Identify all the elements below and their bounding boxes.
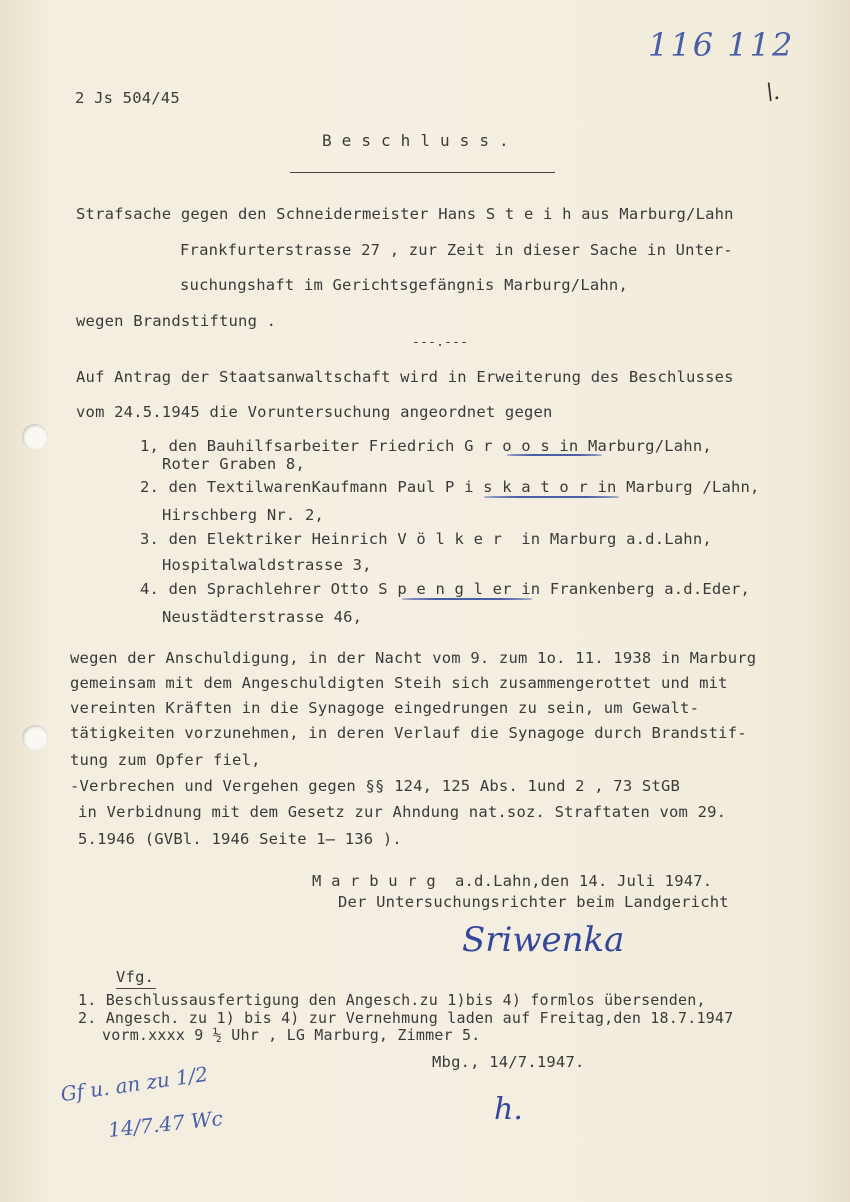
title-underline [290, 172, 555, 173]
closing-authority: Der Untersuchungsrichter beim Landgericht [338, 893, 729, 911]
charge-line-3: vereinten Kräften in die Synagoge eingedrungen zu sein, um Gewalt- [70, 699, 700, 717]
file-number: 2 Js 504/45 [75, 89, 180, 107]
order-item-2b: vorm.xxxx 9 ½ Uhr , LG Marburg, Zimmer 5. [102, 1026, 481, 1044]
accused-1-line-2: Roter Graben 8, [162, 455, 305, 473]
tick-mark: \. [766, 80, 781, 105]
decision-line-1: Auf Antrag der Staatsanwaltschaft wird in Erweiterung des Beschlusses [76, 368, 734, 386]
order-date: Mbg., 14/7.1947. [432, 1053, 585, 1071]
initials: h. [494, 1092, 523, 1127]
case-line-3: suchungshaft im Gerichtsgefängnis Marburg/Lahn, [180, 276, 628, 294]
accused-1-line-1: 1, den Bauhilfsarbeiter Friedrich G r o o s in Marburg/Lahn, [140, 437, 712, 455]
archive-number: 116 112 [648, 26, 795, 64]
accused-3-line-1: 3. den Elektriker Heinrich V ö l k e r in Marburg a.d.Lahn, [140, 530, 712, 548]
order-item-2a: 2. Angesch. zu 1) bis 4) zur Vernehmung laden auf Freitag,den 18.7.1947 [78, 1009, 734, 1027]
order-heading-underline [116, 988, 156, 989]
order-heading: Vfg. [116, 968, 155, 986]
underline-piskator [484, 496, 619, 498]
charge-line-8: 5.1946 (GVBl. 1946 Seite 1̶ 136 ). [78, 830, 402, 848]
underline-spengler [402, 598, 532, 600]
accused-2-line-1: 2. den TextilwarenKaufmann Paul P i s k a t o r in Marburg /Lahn, [140, 478, 760, 496]
order-item-1: 1. Beschlussausfertigung den Angesch.zu 1)bis 4) formlos übersenden, [78, 991, 706, 1009]
charge-line-6: -Verbrechen und Vergehen gegen §§ 124, 125 Abs. 1und 2 , 73 StGB [70, 777, 681, 795]
charge-line-1: wegen der Anschuldigung, in der Nacht vom 9. zum 1o. 11. 1938 in Marburg [70, 649, 757, 667]
case-line-2: Frankfurterstrasse 27 , zur Zeit in dieser Sache in Unter- [180, 241, 733, 259]
accused-2-line-2: Hirschberg Nr. 2, [162, 506, 325, 524]
side-note-line-1: Gf u. an zu 1/2 [59, 1061, 210, 1107]
judge-signature: Sriwenka [462, 920, 625, 960]
accused-3-line-2: Hospitalwaldstrasse 3, [162, 556, 372, 574]
decision-line-2: vom 24.5.1945 die Voruntersuchung angeordnet gegen [76, 403, 553, 421]
case-line-4: wegen Brandstiftung . [76, 312, 277, 330]
charge-line-5: tung zum Opfer fiel, [70, 751, 261, 769]
charge-line-7: in Verbidnung mit dem Gesetz zur Ahndung nat.soz. Straftaten vom 29. [78, 803, 727, 821]
accused-4-line-1: 4. den Sprachlehrer Otto S p e n g l er in Frankenberg a.d.Eder, [140, 580, 751, 598]
case-line-1: Strafsache gegen den Schneidermeister Hans S t e i h aus Marburg/Lahn [76, 205, 734, 223]
underline-groos [507, 454, 602, 456]
punch-hole-bottom [22, 725, 48, 751]
charge-line-2: gemeinsam mit dem Angeschuldigten Steih sich zusammengerottet und mit [70, 674, 728, 692]
separator: ---.--- [412, 335, 469, 350]
accused-4-line-2: Neustädterstrasse 46, [162, 608, 363, 626]
side-note-line-2: 14/7.47 Wc [107, 1106, 224, 1142]
document-title: B e s c h l u s s . [322, 131, 509, 150]
closing-place-date: M a r b u r g a.d.Lahn,den 14. Juli 1947. [312, 872, 713, 890]
punch-hole-top [22, 424, 48, 450]
charge-line-4: tätigkeiten vorzunehmen, in deren Verlauf die Synagoge durch Brandstif- [70, 724, 747, 742]
